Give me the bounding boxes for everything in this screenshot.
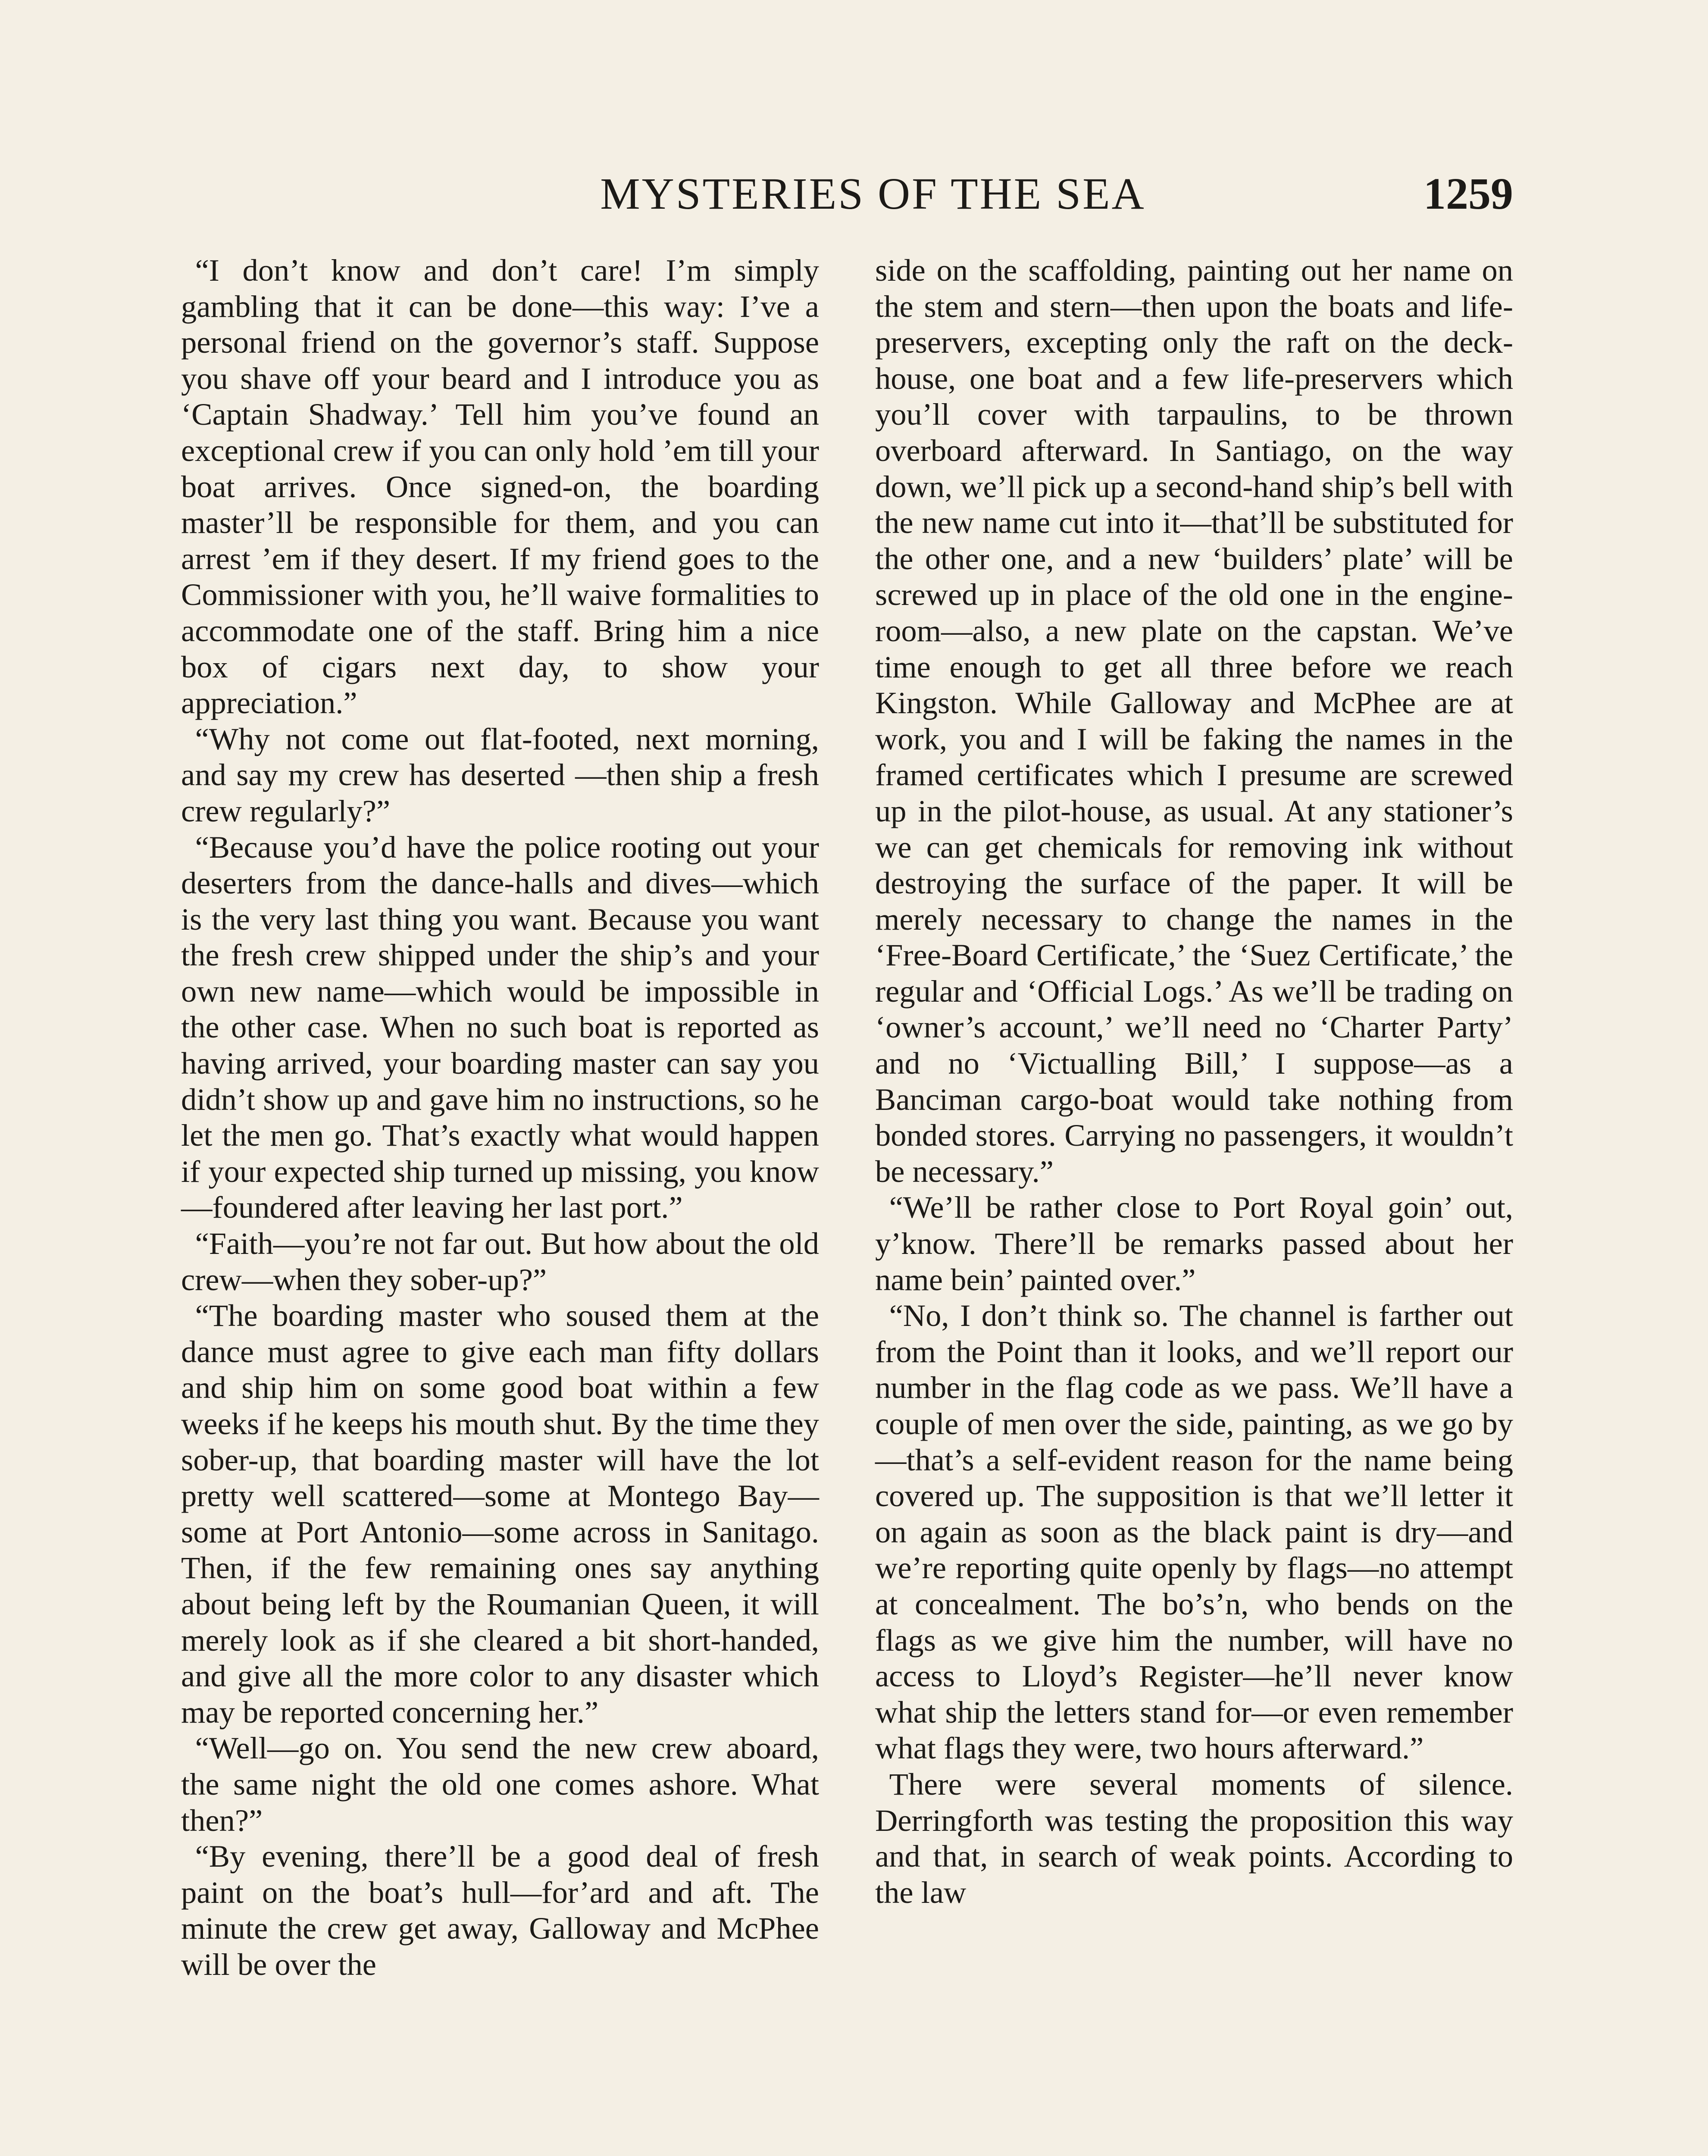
paragraph: “By evening, there’ll be a good deal of fresh paint on the boat’s hull—for’ard and aft. The minute the crew get away, Galloway and McPhee will be over the [181, 1839, 819, 1982]
running-head [181, 164, 1513, 224]
paragraph: “I don’t know and don’t care! I’m simply gambling that it can be done—this way: I’ve a personal friend on the governor’s staff. Suppose you shave off your beard and I introduce you as ‘Captain Shadway.’ Tell him you’ve found an exceptional crew if you can only hold ’em till your boat arrives. Once signed-on, the boarding master’ll be responsible for them, and you can arrest ’em if they desert. If my friend goes to the Commissioner with you, he’ll waive formalities to accommodate one of the staff. Bring him a nice box of cigars next day, to show your appreciation.” [181, 253, 819, 721]
paragraph: “Because you’d have the police rooting out your deserters from the dance-halls and dives—which is the very last thing you want. Because you want the fresh crew shipped under the ship’s and your own new name—which would be impossible in the other case. When no such boat is reported as having arrived, your boarding master can say you didn’t show up and gave him no instructions, so he let the men go. That’s exactly what would happen if your expected ship turned up missing, you know—foundered after leaving her last port.” [181, 829, 819, 1225]
left-column [181, 252, 819, 1983]
right-column [875, 252, 1513, 1910]
paragraph: “We’ll be rather close to Port Royal goin’ out, y’know. There’ll be remarks passed about her name bein’ painted over.” [875, 1190, 1513, 1297]
paragraph: “Well—go on. You send the new crew aboard, the same night the old one comes ashore. What then?” [181, 1730, 819, 1838]
running-title: MYSTERIES OF THE SEA [600, 169, 1146, 219]
paragraph: “The boarding master who soused them at the dance must agree to give each man fifty dollars and ship him on some good boat within a few weeks if he keeps his mouth shut. By the time they sober-up, that boarding master will have the lot pretty well scattered—some at Montego Bay—some at Port Antonio—some across in Sanitago. Then, if the few remaining ones say anything about being left by the Roumanian Queen, it will merely look as if she cleared a bit short-handed, and give all the more color to any disaster which may be reported concerning her.” [181, 1298, 819, 1730]
page-number: 1259 [1423, 169, 1513, 219]
paragraph: “No, I don’t think so. The channel is farther out from the Point than it looks, and we’ll report our number in the flag code as we pass. We’ll have a couple of men over the side, painting, as we go by —that’s a self-evident reason for the name being covered up. The supposition is that we’ll letter it on again as soon as the black paint is dry—and we’re reporting quite openly by flags—no attempt at concealment. The bo’s’n, who bends on the flags as we give him the number, will have no access to Lloyd’s Register—he’ll never know what ship the letters stand for—or even remember what flags they were, two hours afterward.” [875, 1298, 1513, 1766]
paragraph-continued: side on the scaffolding, painting out her name on the stem and stern—then upon the boats and life-preservers, excepting only the raft on the deck-house, one boat and a few life-preservers which you’ll cover with tarpaulins, to be thrown overboard afterward. In Santiago, on the way down, we’ll pick up a second-hand ship’s bell with the new name cut into it—that’ll be substituted for the other one, and a new ‘builders’ plate’ will be screwed up in place of the old one in the engine-room—also, a new plate on the capstan. We’ve time enough to get all three before we reach Kingston. While Galloway and McPhee are at work, you and I will be faking the names in the framed certificates which I presume are screwed up in the pilot-house, as usual. At any stationer’s we can get chemicals for removing ink without destroying the surface of the paper. It will be merely necessary to change the names in the ‘Free-Board Certificate,’ the ‘Suez Certificate,’ the regular and ‘Official Logs.’ As we’ll be trading on ‘owner’s account,’ we’ll need no ‘Charter Party’ and no ‘Victualling Bill,’ I suppose—as a Banciman cargo-boat would take nothing from bonded stores. Carrying no passengers, it wouldn’t be necessary.” [875, 253, 1513, 1189]
paragraph: There were several moments of silence. Derringforth was testing the proposition this way and that, in search of weak points. According to the law [875, 1766, 1513, 1910]
paragraph: “Why not come out flat-footed, next morning, and say my crew has deserted —then ship a fresh crew regularly?” [181, 721, 819, 828]
paragraph: “Faith—you’re not far out. But how about the old crew—when they sober-up?” [181, 1226, 819, 1297]
